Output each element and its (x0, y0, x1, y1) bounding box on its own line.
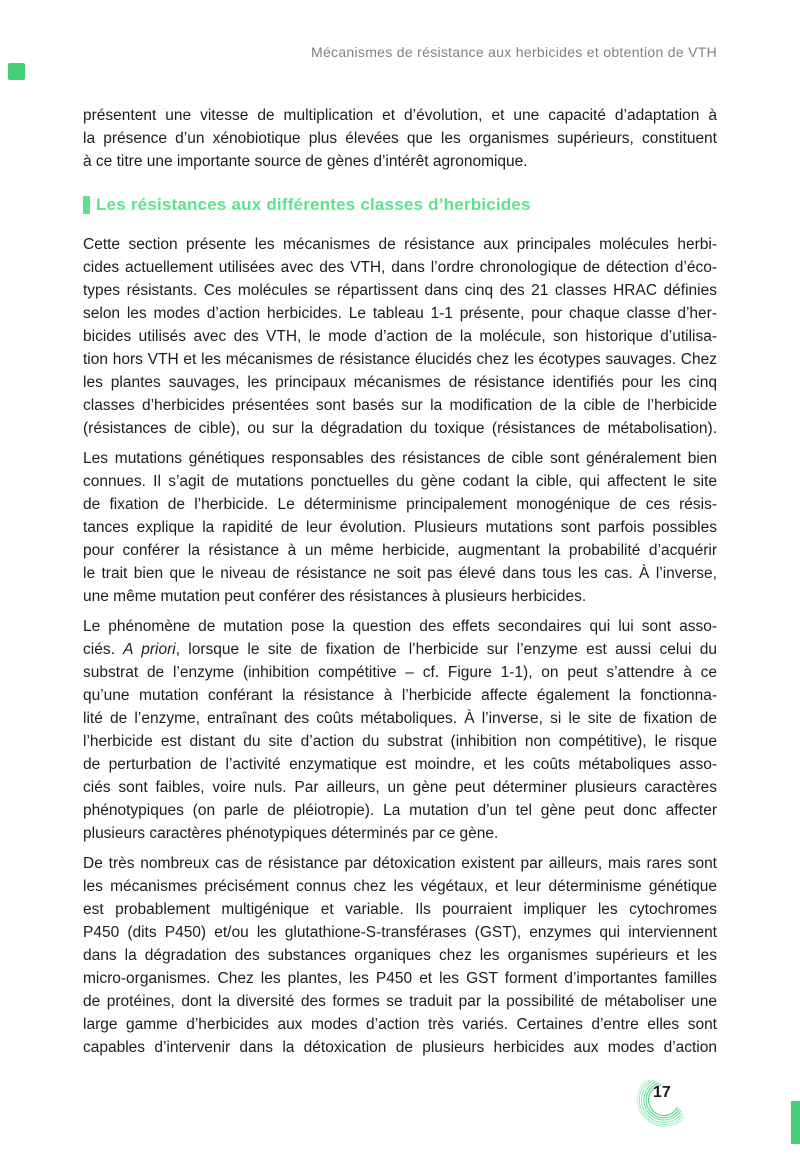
text-line: qu’une mutation conférant la résistance à l’herbicide affecte également la fonctionna- (83, 687, 717, 704)
paragraph (83, 447, 717, 608)
text-line: la présence d’un xénobiotique plus élevées que les organismes supérieurs, constituent (83, 130, 717, 147)
text-line: substrat de l’enzyme (inhibition compétitive – cf. Figure 1-1), on peut s’attendre à ce (83, 664, 717, 681)
swoosh-arcs-icon (628, 1064, 708, 1144)
text-line: dans la dégradation des substances organiques chez les organismes supérieurs et les (83, 947, 717, 964)
text-line: plusieurs caractères phénotypiques déterminés par ce gène. (83, 825, 499, 842)
page-number: 17 (653, 1084, 671, 1101)
text-line: de fixation de l’herbicide. Le déterminisme principalement monogénique de ces résis- (83, 496, 717, 513)
text-line: phénotypiques (on parle de pléiotropie). La mutation d’un tel gène peut donc affecter (83, 802, 717, 819)
text-line: Le phénomène de mutation pose la question des effets secondaires qui lui sont asso- (83, 618, 717, 635)
text-line: Cette section présente les mécanismes de résistance aux principales molécules herbi- (83, 236, 717, 253)
body-text-intro (83, 104, 717, 173)
text-line: le trait bien que le niveau de résistance ne soit pas élevé dans tous les cas. À l’inverse, (83, 565, 717, 582)
running-header: Mécanismes de résistance aux herbicides et obtention de VTH (310, 44, 717, 60)
text-line: ciés sont faibles, voire nuls. Par ailleurs, un gène peut déterminer plusieurs caractères (83, 779, 717, 796)
text-line: présentent une vitesse de multiplication et d’évolution, et une capacité d’adaptation à (83, 107, 717, 124)
text-line: selon les modes d’action herbicides. Le tableau 1-1 présente, pour chaque classe d’her- (83, 305, 717, 322)
text-line: de protéines, dont la diversité des formes se traduit par la possibilité de métaboliser une (83, 993, 717, 1010)
section-heading-text: Les résistances aux différentes classes d’herbicides (96, 195, 531, 214)
text-line: l’herbicide est distant du site d’action du substrat (inhibition non compétitive), le risque (83, 733, 717, 750)
text-line: pour conférer la résistance à un même herbicide, augmentant la probabilité d’acquérir (83, 542, 717, 559)
text-line: Les mutations génétiques responsables des résistances de cible sont généralement bien (83, 450, 717, 467)
text-line: est probablement multigénique et variable. Ils pourraient impliquer les cytochromes (83, 901, 717, 918)
text-line: types résistants. Ces molécules se répartissent dans cinq des 21 classes HRAC définies (83, 282, 717, 299)
paragraph (83, 104, 717, 173)
text-line: ciés. A priori, lorsque le site de fixation de l’herbicide sur l’enzyme est aussi celui du (83, 641, 717, 658)
text-line: (résistances de cible), ou sur la dégradation du toxique (résistances de métabolisation). (83, 420, 717, 437)
text-line: large gamme d’herbicides aux modes d’action très variés. Certaines d’entre elles sont (83, 1016, 717, 1033)
section-heading (83, 194, 717, 216)
paragraph (83, 852, 717, 1059)
text-line: P450 (dits P450) et/ou les glutathione-S-transférases (GST), enzymes qui interviennent (83, 924, 717, 941)
heading-bar-icon (83, 196, 90, 214)
paragraph (83, 233, 717, 440)
text-line: connues. Il s’agit de mutations ponctuelles du gène codant la cible, qui affectent le site (83, 473, 717, 490)
text-line: classes d’herbicides présentées sont basés sur la modification de la cible de l’herbicide (83, 397, 717, 414)
text-line: les mécanismes précisément connus chez les végétaux, et leur déterminisme génétique (83, 878, 717, 895)
text-line: une même mutation peut conférer des résistances à plusieurs herbicides. (83, 588, 587, 605)
text-line: lité de l’enzyme, entraînant des coûts métaboliques. À l’inverse, si le site de fixation de (83, 710, 717, 727)
text-line: tances explique la rapidité de leur évolution. Plusieurs mutations sont parfois possibles (83, 519, 717, 536)
text-line: à ce titre une importante source de gènes d’intérêt agronomique. (83, 153, 528, 170)
paragraph (83, 615, 717, 845)
text-line: De très nombreux cas de résistance par détoxication existent par ailleurs, mais rares sont (83, 855, 717, 872)
text-line: bicides utilisés avec des VTH, le mode d’action de la molécule, son historique d’utilisa- (83, 328, 717, 345)
text-line: capables d’intervenir dans la détoxication de plusieurs herbicides aux modes d’action (83, 1039, 717, 1056)
text-line: les plantes sauvages, les principaux mécanismes de résistance identifiés pour les cinq (83, 374, 717, 391)
page-content (83, 104, 717, 1066)
text-line: de perturbation de l’activité enzymatique est moindre, et les coûts métaboliques asso- (83, 756, 717, 773)
text-line: cides actuellement utilisées avec des VTH, dans l’ordre chronologique de détection d’éco- (83, 259, 717, 276)
edge-tab-marker (791, 1101, 800, 1144)
corner-square-marker (8, 63, 25, 80)
text-line: micro-organismes. Chez les plantes, les P450 et les GST forment d’importantes familles (83, 970, 717, 987)
text-line: tion hors VTH et les mécanismes de résistance élucidés chez les écotypes sauvages. Chez (83, 351, 717, 368)
body-text-main (83, 233, 717, 1059)
